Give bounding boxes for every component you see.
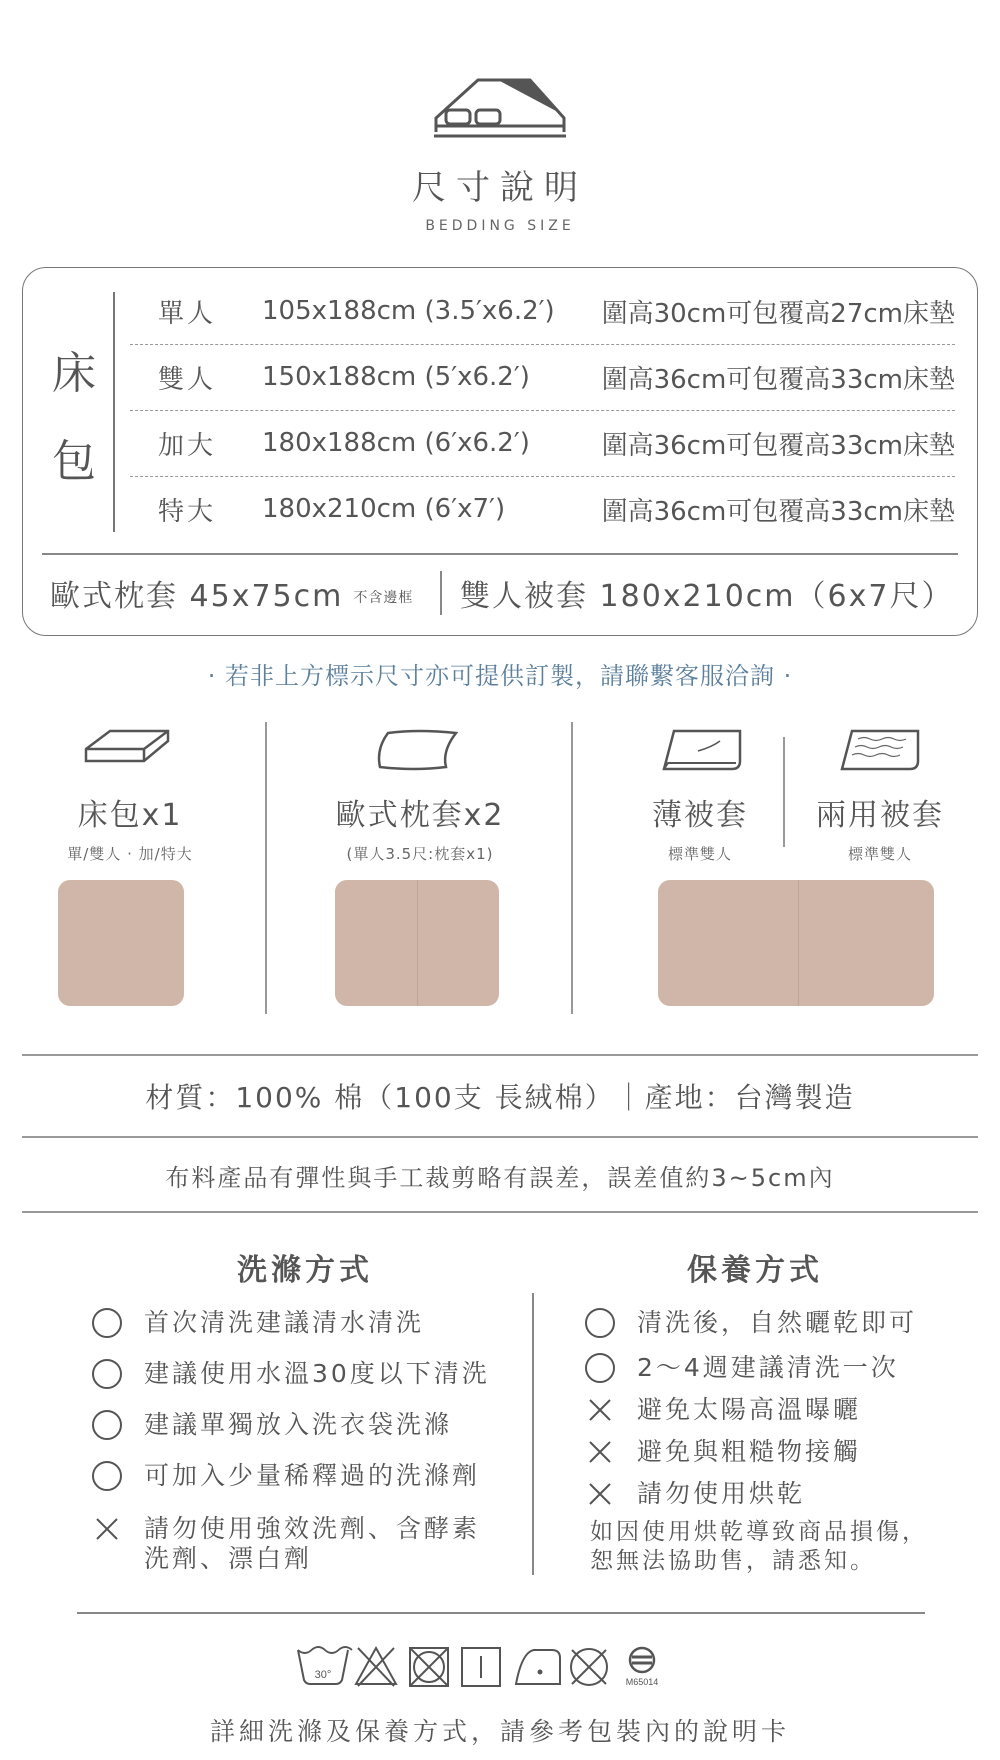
product-subtitle: 標準雙人 — [667, 845, 732, 863]
color-swatch — [58, 880, 184, 1006]
washing-item: 請勿使用強效洗劑、含酵素 洗劑、漂白劑 — [92, 1514, 480, 1574]
footer-note: 詳細洗滌及保養方式，請參考包裝內的說明卡 — [209, 1717, 790, 1746]
size-name: 特大 — [158, 496, 217, 527]
prohibited-cross-icon — [92, 1514, 122, 1544]
washing-item: 首次清洗建議清水清洗 — [92, 1308, 424, 1338]
product-subtitle: 單/雙人 · 加/特大 — [67, 845, 193, 863]
page-title: 尺寸說明 — [412, 168, 588, 208]
product-title: 兩用被套 — [816, 798, 944, 833]
iron-low-icon — [516, 1650, 560, 1684]
mattress-icon — [82, 727, 172, 775]
care-symbols — [296, 1644, 712, 1688]
maintenance-item: 避免與粗糙物接觸 — [585, 1437, 861, 1467]
prohibited-cross-icon — [585, 1437, 615, 1467]
maintenance-item: 避免太陽高溫曝曬 — [585, 1395, 861, 1425]
maintenance-item: 請勿使用烘乾 — [585, 1479, 805, 1509]
size-dimensions: 150x188cm (5′x6.2′) — [262, 362, 530, 392]
page-subtitle: BEDDING SIZE — [425, 218, 575, 234]
custom-order-note: · 若非上方標示尺寸亦可提供訂製，請聯繫客服洽詢 · — [207, 662, 793, 690]
size-row-double — [130, 344, 955, 410]
footer-divider — [77, 1612, 925, 1614]
maintenance-item: 2～4週建議清洗一次 — [585, 1353, 899, 1383]
box-divider — [42, 553, 958, 555]
maintenance-item: 清洗後，自然曬乾即可 — [585, 1308, 917, 1338]
product-title: 床包x1 — [77, 798, 183, 833]
recommended-circle-icon — [585, 1308, 615, 1338]
pillow-icon — [374, 727, 460, 771]
washing-title: 洗滌方式 — [237, 1253, 373, 1288]
no-dry-clean-icon — [571, 1649, 607, 1685]
size-height: 圍高36cm可包覆高33cm床墊 — [601, 430, 955, 461]
product-title: 薄被套 — [652, 798, 748, 833]
section-divider — [22, 1136, 978, 1138]
size-name: 雙人 — [158, 364, 217, 395]
no-tumble-dry-icon — [410, 1648, 448, 1686]
size-row-king — [130, 476, 955, 542]
duvet-cover-size: 雙人被套 180x210cm（6x7尺） — [460, 579, 954, 614]
size-height: 圍高36cm可包覆高33cm床墊 — [601, 364, 955, 395]
size-row-single — [130, 278, 955, 344]
size-height: 圍高36cm可包覆高33cm床墊 — [601, 496, 955, 527]
bottom-divider — [440, 571, 442, 615]
product-subtitle: 標準雙人 — [847, 845, 912, 863]
size-dimensions: 180x188cm (6′x6.2′) — [262, 428, 530, 458]
pillow-case-note: 不含邊框 — [353, 590, 414, 606]
care-divider — [532, 1293, 534, 1575]
recommended-circle-icon — [92, 1308, 122, 1338]
product-title: 歐式枕套x2 — [335, 798, 505, 833]
swatch-split — [417, 880, 418, 1006]
bed-sheet-label: 床 包 — [52, 348, 96, 487]
certification-mark-icon — [626, 1648, 659, 1687]
washing-item: 可加入少量稀釋過的洗滌劑 — [92, 1461, 480, 1491]
svg-text:30°: 30° — [314, 1669, 332, 1681]
quilted-duvet-icon — [838, 727, 922, 775]
section-divider — [22, 1211, 978, 1213]
size-dimensions: 180x210cm (6′x7′) — [262, 494, 506, 524]
pillow-case-size: 歐式枕套 45x75cm 不含邊框 — [50, 579, 414, 614]
recommended-circle-icon — [92, 1359, 122, 1389]
washing-item: 建議使用水溫30度以下清洗 — [92, 1359, 490, 1389]
size-name: 單人 — [158, 298, 217, 329]
color-swatch — [335, 880, 499, 1006]
product-divider — [265, 722, 267, 1014]
prohibited-cross-icon — [585, 1479, 615, 1509]
product-divider — [571, 722, 573, 1014]
swatch-split — [798, 880, 799, 1006]
washing-item: 建議單獨放入洗衣袋洗滌 — [92, 1410, 452, 1440]
recommended-circle-icon — [92, 1461, 122, 1491]
size-name: 加大 — [158, 430, 217, 461]
duvet-divider — [783, 737, 785, 847]
size-height: 圍高30cm可包覆高27cm床墊 — [601, 298, 955, 329]
material-info: 材質：100% 棉（100支 長絨棉）｜產地：台灣製造 — [145, 1081, 855, 1114]
product-subtitle: (單人3.5尺:枕套x1) — [346, 845, 494, 863]
prohibited-cross-icon — [585, 1395, 615, 1425]
thin-quilt-icon — [660, 727, 744, 775]
recommended-circle-icon — [92, 1410, 122, 1440]
wash-30-icon — [298, 1647, 352, 1684]
tolerance-note: 布料產品有彈性與手工裁剪略有誤差，誤差值約3~5cm內 — [165, 1164, 835, 1192]
section-divider — [22, 1054, 978, 1056]
bed-label-divider — [113, 292, 115, 532]
maintenance-title: 保養方式 — [687, 1253, 823, 1288]
size-dimensions: 105x188cm (3.5′x6.2′) — [262, 296, 555, 326]
size-row-queen — [130, 410, 955, 476]
no-bleach-icon — [356, 1648, 396, 1686]
svg-text:M65014: M65014 — [625, 1677, 659, 1687]
line-dry-icon — [462, 1648, 500, 1686]
recommended-circle-icon — [585, 1353, 615, 1383]
color-swatch — [658, 880, 934, 1006]
bed-house-icon — [432, 72, 568, 140]
dryer-warning-note: 如因使用烘乾導致商品損傷， 恕無法協助售，請悉知。 — [590, 1519, 928, 1574]
